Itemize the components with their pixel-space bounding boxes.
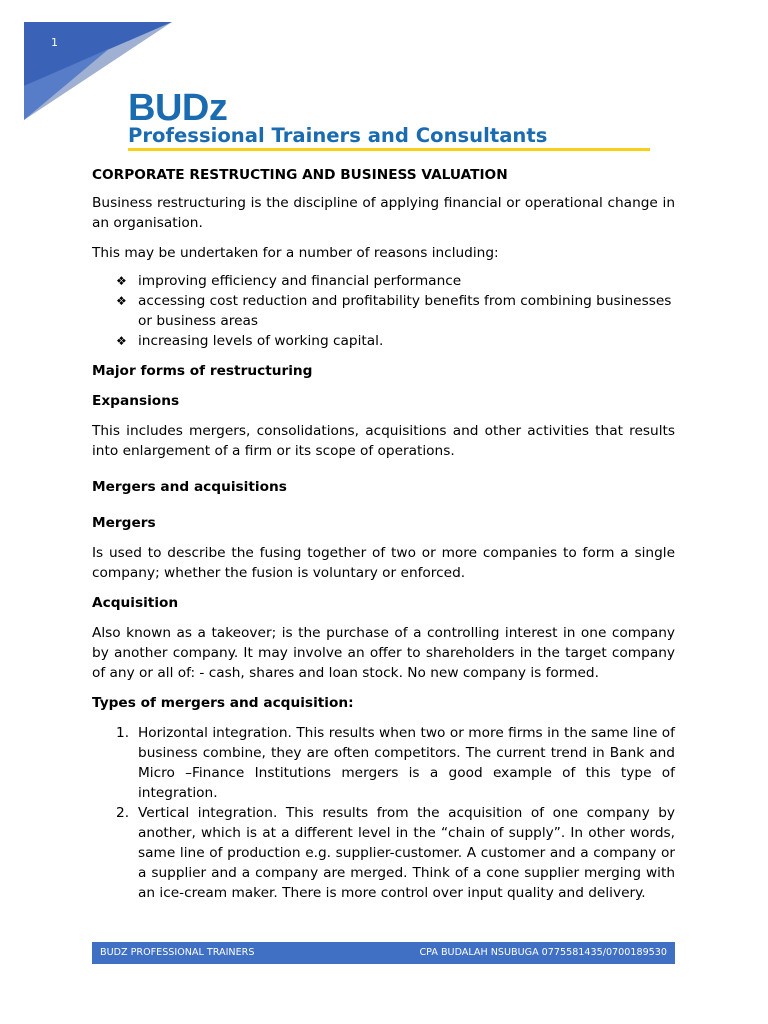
footer-left-text: BUDZ PROFESSIONAL TRAINERS <box>100 947 255 958</box>
logo-brand: BUDz <box>128 87 228 129</box>
types-list <box>92 723 675 903</box>
expansions-paragraph: This includes mergers, consolidations, acquisitions and other activities that results into enlargement of a firm or its scope of operations. <box>92 423 675 459</box>
list-item: ❖ increasing levels of working capital. <box>116 333 384 349</box>
logo-tagline: Professional Trainers and Consultants <box>128 124 548 147</box>
types-heading: Types of mergers and acquisition: <box>92 695 354 711</box>
list-item: 1. Horizontal integration. This results when two or more firms in the same line of business combine, they are often competitors. The current trend in Bank and Micro –Finance Institutions mergers is a good example of this type of integration. <box>116 725 675 801</box>
document-body <box>92 165 675 903</box>
logo-underline <box>128 148 650 151</box>
expansions-heading: Expansions <box>92 393 180 409</box>
document-title: CORPORATE RESTRUCTING AND BUSINESS VALUATION <box>92 167 508 183</box>
bullet-icon: ❖ <box>116 274 127 288</box>
mergers-paragraph: Is used to describe the fusing together of two or more companies to form a single company; whether the fusion is voluntary or enforced. <box>92 545 675 581</box>
reasons-lead: This may be undertaken for a number of reasons including: <box>92 245 499 261</box>
list-item: ❖ accessing cost reduction and profitability benefits from combining businesses or business areas <box>116 293 672 329</box>
major-forms-heading: Major forms of restructuring <box>92 363 313 379</box>
list-item: 2. Vertical integration. This results from the acquisition of one company by another, which is at a different level in the “chain of supply”. In other words, same line of production e.g. supplier-customer. A customer and a company or a supplier and a company are merged. Think of a cone supplier merging with an ice-cream maker. There is more control over input quality and delivery. <box>116 805 675 901</box>
footer-right-text: CPA BUDALAH NSUBUGA 0775581435/0700189530 <box>419 947 667 958</box>
list-item: ❖ improving efficiency and financial performance <box>116 273 462 289</box>
reasons-list <box>92 271 675 351</box>
bullet-icon: ❖ <box>116 334 127 348</box>
ma-heading: Mergers and acquisitions <box>92 479 287 495</box>
acquisition-paragraph: Also known as a takeover; is the purchase of a controlling interest in one company by another company. It may involve an offer to shareholders in the target company of any or all of: - cash, shares and loan stock. No new company is formed. <box>92 625 675 681</box>
intro-paragraph: Business restructuring is the discipline of applying financial or operational change in an organisation. <box>92 195 675 231</box>
acquisition-heading: Acquisition <box>92 595 179 611</box>
page-number: 1 <box>51 36 58 49</box>
bullet-icon: ❖ <box>116 294 127 308</box>
company-logo <box>92 88 674 152</box>
page-footer <box>92 942 675 964</box>
mergers-heading: Mergers <box>92 515 156 531</box>
